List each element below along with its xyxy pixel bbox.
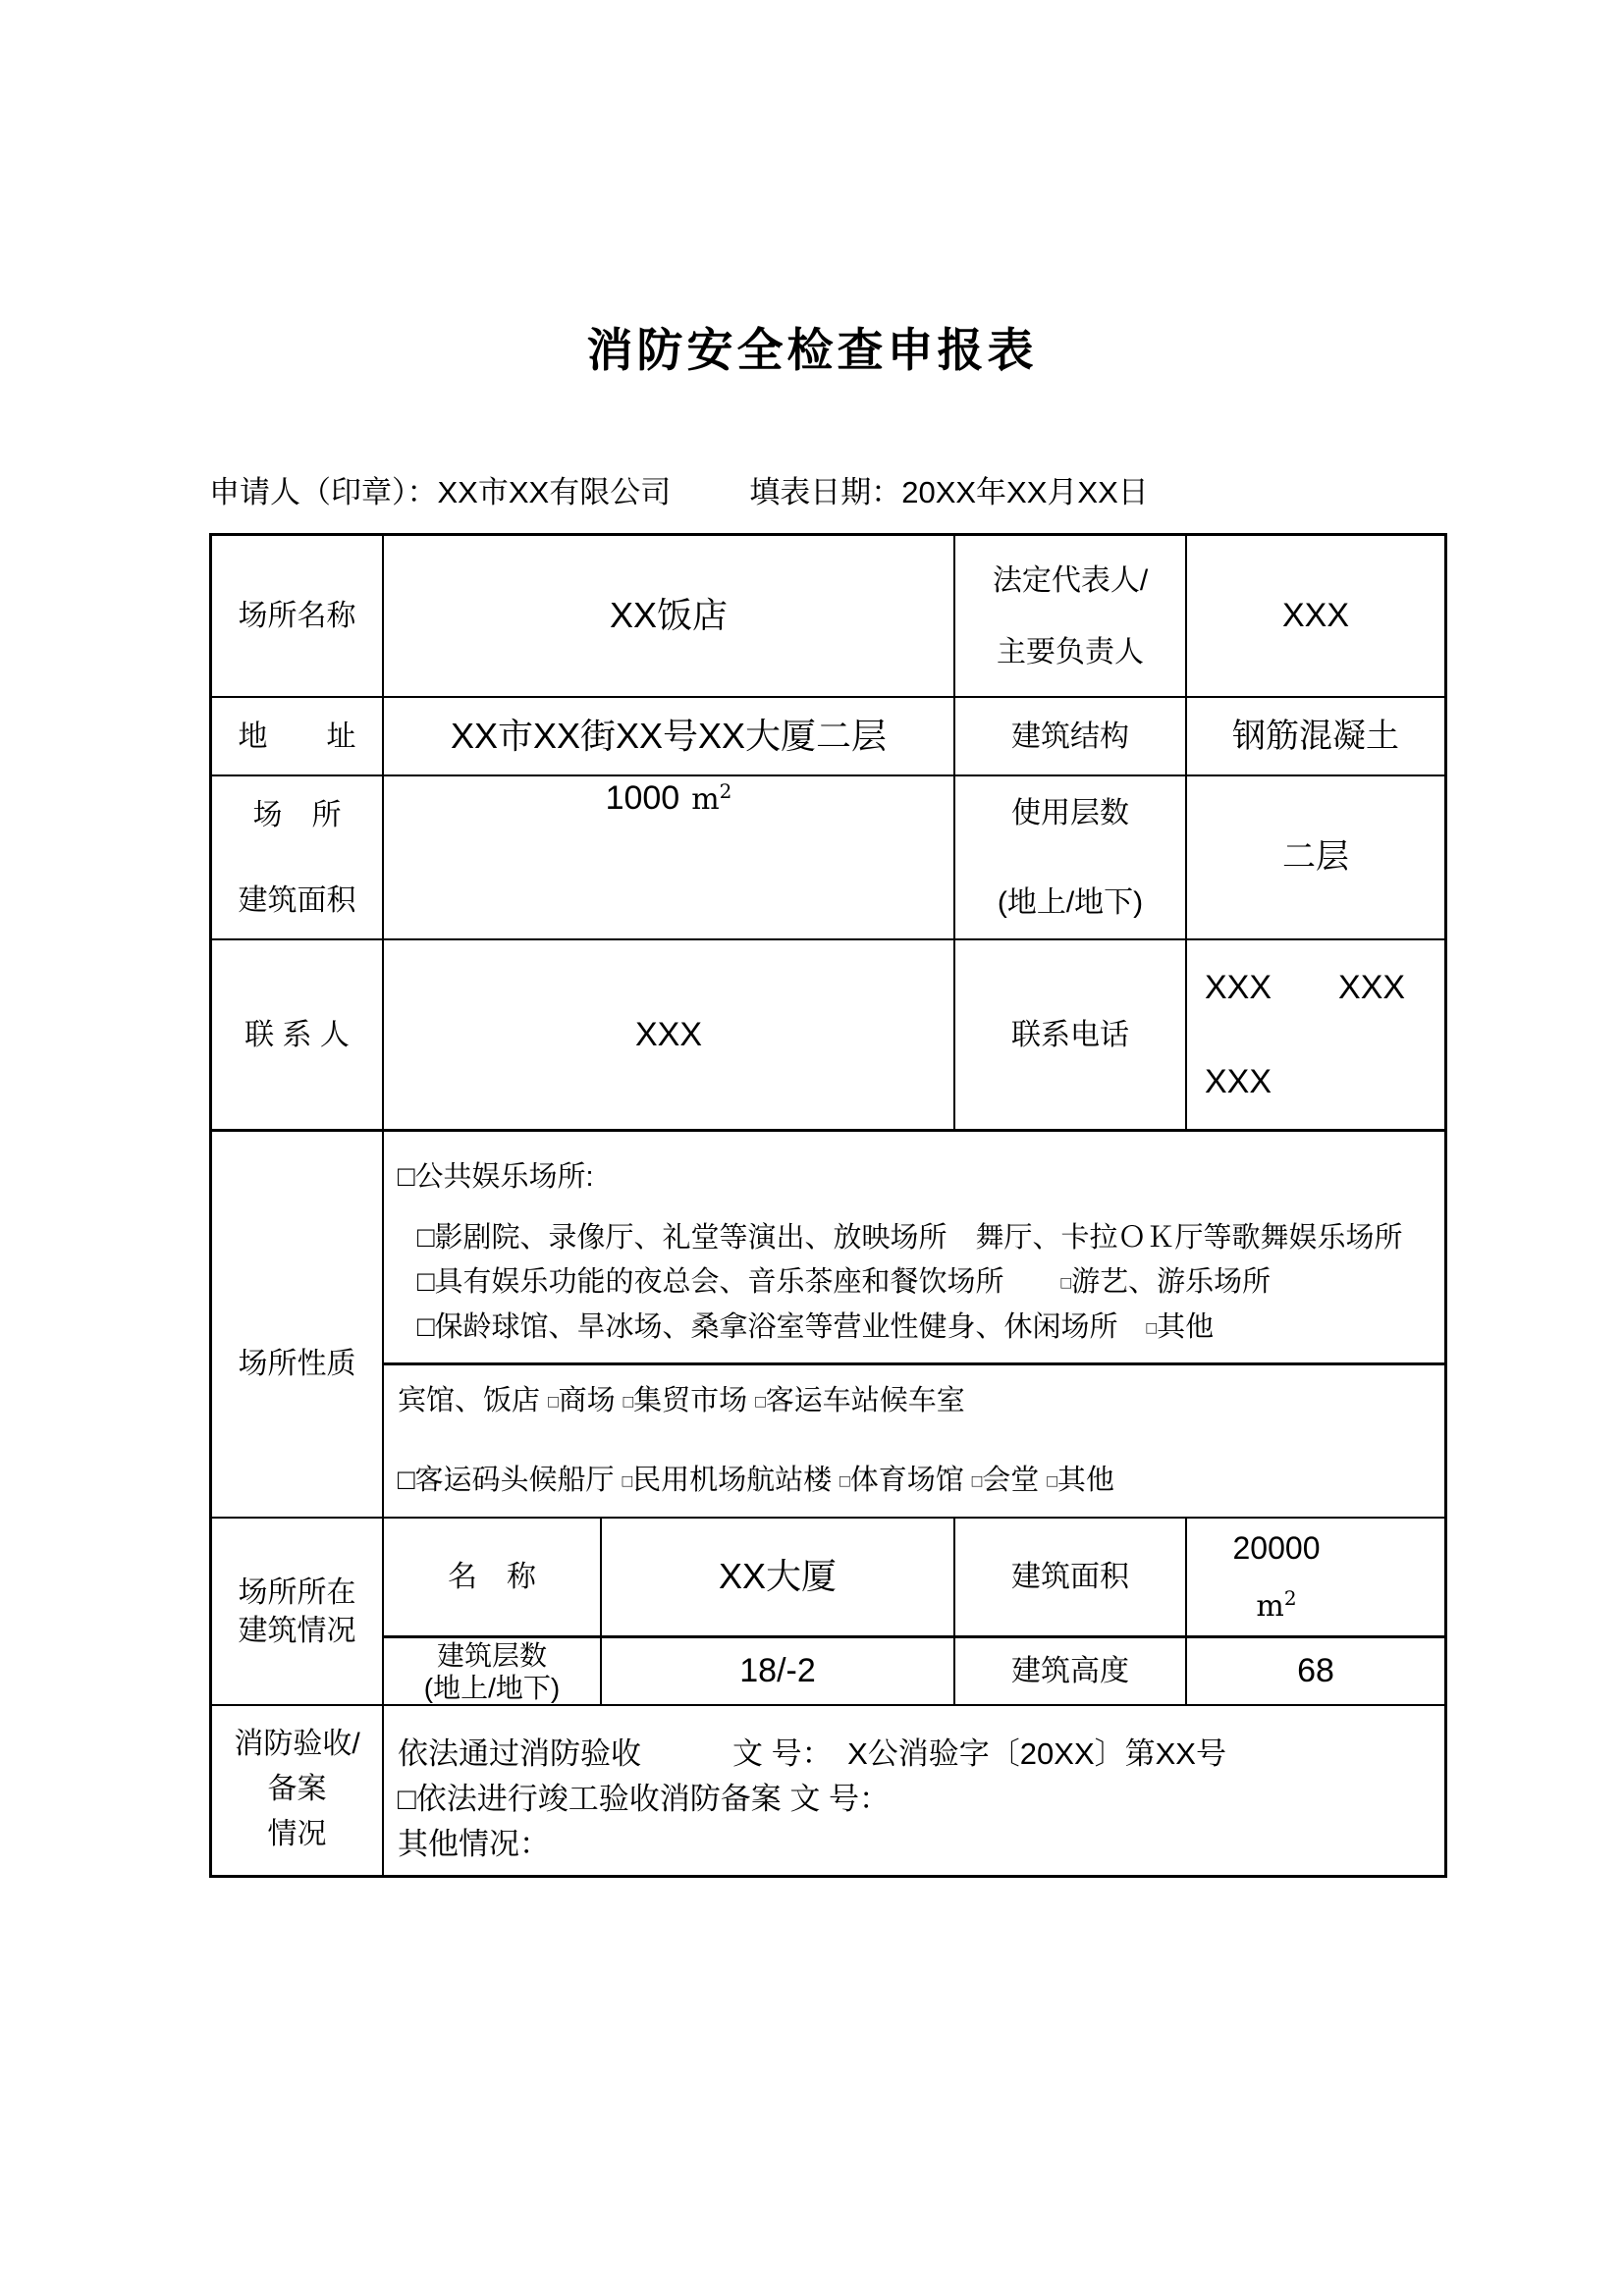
acceptance-line-passed: 依法通过消防验收 文 号： X公消验字〔20XX〕第XX号	[398, 1736, 1226, 1771]
building-name-label: 名 称	[384, 1519, 602, 1638]
nature-line-public-entertainment: □公共娱乐场所:	[398, 1161, 594, 1193]
venue-nature-public-section	[384, 1365, 1444, 1519]
fire-acceptance-content	[384, 1706, 1444, 1875]
building-height-label: 建筑高度	[955, 1638, 1187, 1706]
nature-line-nightclubs: □具有娱乐功能的夜总会、音乐茶座和餐饮场所 □游艺、游乐场所	[417, 1266, 1272, 1298]
address-value: XX市XX街XX号XX大厦二层	[384, 698, 955, 776]
building-area-label: 建筑面积	[955, 1519, 1187, 1638]
structure-value: 钢筋混凝土	[1187, 698, 1444, 776]
building-name-value: XX大厦	[602, 1519, 955, 1638]
building-height-value: 68	[1187, 1638, 1444, 1706]
venue-area-value: 1000 $m^2$	[384, 776, 955, 940]
fill-date-value: 20XX年XX月XX日	[901, 475, 1149, 509]
floors-used-value: 二层	[1187, 776, 1444, 940]
applicant-value: XX市XX有限公司	[437, 475, 672, 509]
venue-nature-label: 场所性质	[212, 1132, 384, 1519]
nature-line-theaters: □影剧院、录像厅、礼堂等演出、放映场所 舞厅、卡拉ＯＫ厅等歌舞娱乐场所	[417, 1222, 1403, 1254]
floors-used-label: 使用层数 (地上/地下)	[955, 776, 1187, 940]
square-meter-unit: $m^2$	[691, 779, 732, 817]
legal-rep-value: XXX	[1187, 536, 1444, 698]
legal-rep-label: 法定代表人/ 主要负责人	[955, 536, 1187, 698]
venue-area-label: 场 所 建筑面积	[212, 776, 384, 940]
applicant-date-line	[209, 467, 1149, 511]
phone-label: 联系电话	[955, 940, 1187, 1132]
address-label: 地 址	[212, 698, 384, 776]
declaration-form-table	[209, 533, 1447, 1878]
phone-value: XXX XXX XXX	[1187, 940, 1444, 1132]
contact-value: XXX	[384, 940, 955, 1132]
venue-nature-entertainment-section	[384, 1132, 1444, 1365]
acceptance-line-other: 其他情况：	[398, 1827, 550, 1861]
nature-line-terminals: □客运码头候船厅 □民用机场航站楼 □体育场馆 □会堂 □其他	[398, 1464, 1114, 1496]
square-meter-unit: $m^2$	[1256, 1585, 1297, 1624]
applicant-label: 申请人（印章）：	[209, 475, 438, 509]
building-floors-value: 18/-2	[602, 1638, 955, 1706]
acceptance-line-record: □依法进行竣工验收消防备案 文 号：	[398, 1782, 890, 1816]
fill-date-label: 填表日期：	[749, 475, 902, 509]
structure-label: 建筑结构	[955, 698, 1187, 776]
venue-name-label: 场所名称	[212, 536, 384, 698]
fire-acceptance-label: 消防验收/ 备案 情况	[212, 1706, 384, 1875]
contact-label: 联 系 人	[212, 940, 384, 1132]
form-title: 消防安全检查申报表	[586, 324, 1038, 376]
venue-name-value: XX饭店	[384, 536, 955, 698]
building-info-label: 场所所在 建筑情况	[212, 1519, 384, 1706]
building-floors-label: 建筑层数 (地上/地下)	[384, 1638, 602, 1706]
building-area-value: 20000 $m^2$	[1187, 1519, 1444, 1638]
nature-line-hotels: 宾馆、饭店 □商场 □集贸市场 □客运车站候车室	[398, 1385, 965, 1416]
nature-line-bowling: □保龄球馆、旱冰场、桑拿浴室等营业性健身、休闲场所 □其他	[417, 1310, 1215, 1343]
